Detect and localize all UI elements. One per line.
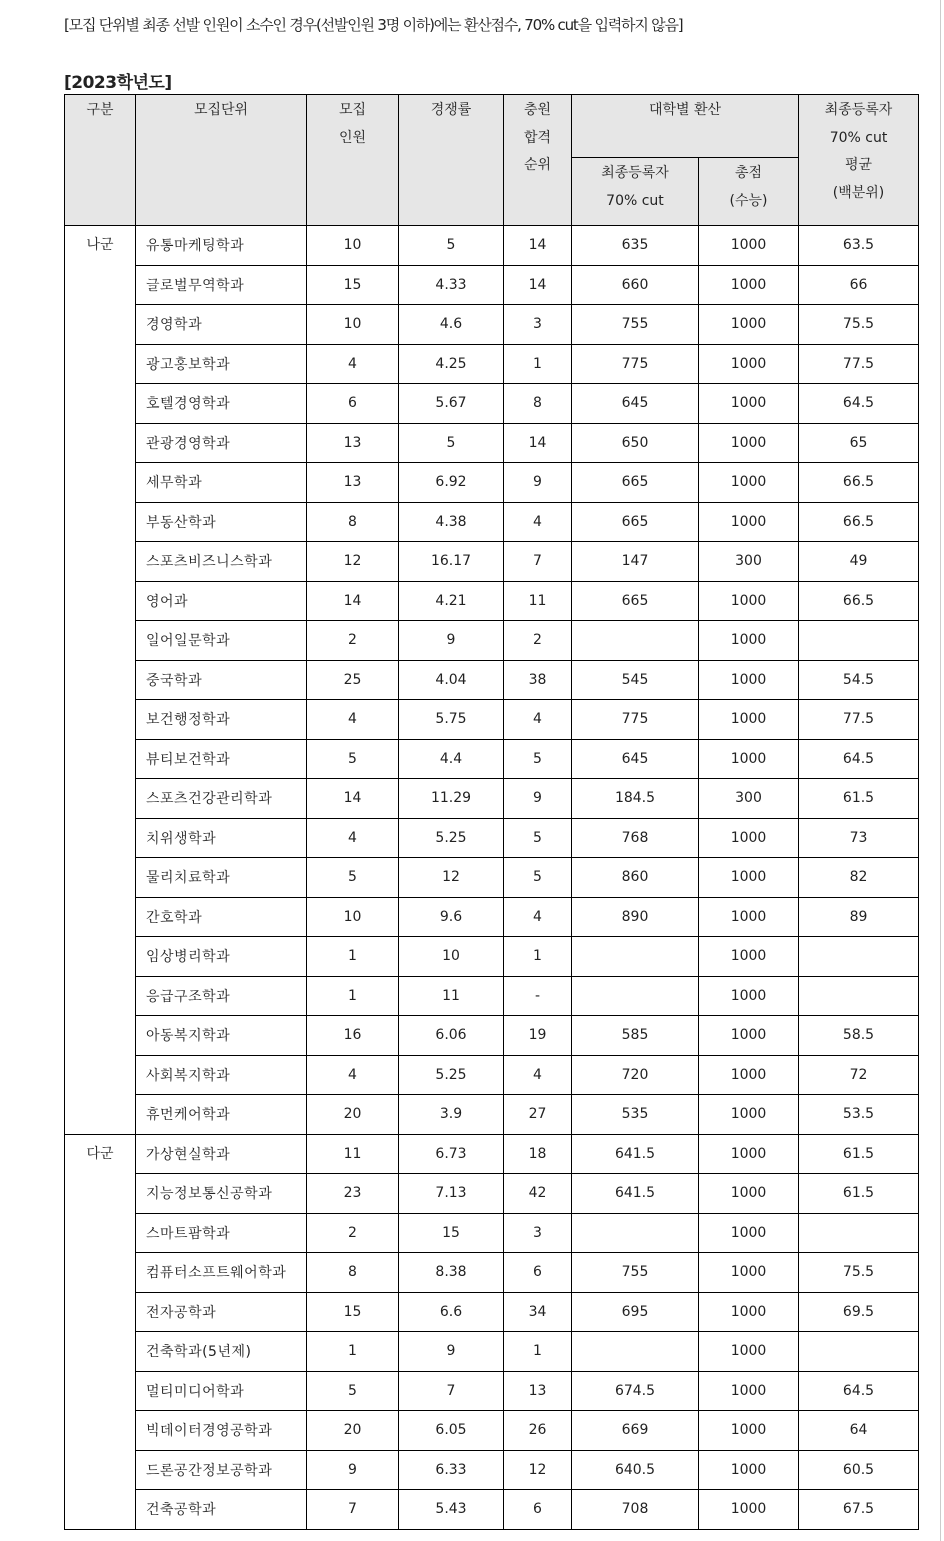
total-cell: 1000: [699, 502, 799, 542]
average-cell: 49: [799, 542, 919, 582]
header-cut: 최종등록자 70% cut: [572, 158, 699, 226]
average-cell: 66: [799, 265, 919, 305]
table-row: [65, 502, 919, 542]
unit-cell: 지능정보통신공학과: [136, 1174, 307, 1214]
year-title: [2023학년도]: [64, 73, 172, 93]
unit-cell: 임상병리학과: [136, 937, 307, 977]
quota-cell: 1: [307, 1332, 399, 1372]
average-cell: 73: [799, 818, 919, 858]
table-row: [65, 818, 919, 858]
ratio-cell: 6.6: [399, 1292, 504, 1332]
ratio-cell: 3.9: [399, 1095, 504, 1135]
ratio-cell: 5.43: [399, 1490, 504, 1530]
quota-cell: 2: [307, 621, 399, 661]
cut-cell: 585: [572, 1016, 699, 1056]
cut-cell: 640.5: [572, 1450, 699, 1490]
cut-cell: 184.5: [572, 779, 699, 819]
total-cell: 1000: [699, 739, 799, 779]
cut-cell: [572, 1213, 699, 1253]
table-row: [65, 1055, 919, 1095]
quota-cell: 1: [307, 937, 399, 977]
rank-cell: 14: [504, 226, 572, 266]
table-row: [65, 1490, 919, 1530]
unit-cell: 드론공간정보공학과: [136, 1450, 307, 1490]
cut-cell: 775: [572, 344, 699, 384]
total-cell: 1000: [699, 937, 799, 977]
header-rank: 충원 합격 순위: [504, 95, 572, 226]
quota-cell: 9: [307, 1450, 399, 1490]
cut-cell: 645: [572, 384, 699, 424]
average-cell: 61.5: [799, 1134, 919, 1174]
cut-cell: 660: [572, 265, 699, 305]
cut-cell: 755: [572, 305, 699, 345]
cut-cell: 890: [572, 897, 699, 937]
unit-cell: 일어일문학과: [136, 621, 307, 661]
header-group: 구분: [65, 95, 136, 226]
total-cell: 1000: [699, 660, 799, 700]
cut-cell: 720: [572, 1055, 699, 1095]
table-row: [65, 1411, 919, 1451]
quota-cell: 7: [307, 1490, 399, 1530]
header-total: 총점 (수능): [699, 158, 799, 226]
ratio-cell: 5.75: [399, 700, 504, 740]
rank-cell: 14: [504, 423, 572, 463]
average-cell: 64.5: [799, 384, 919, 424]
total-cell: 1000: [699, 1174, 799, 1214]
table-row: [65, 976, 919, 1016]
quota-cell: 13: [307, 423, 399, 463]
total-cell: 1000: [699, 1016, 799, 1056]
cut-cell: [572, 1332, 699, 1372]
rank-cell: 11: [504, 581, 572, 621]
table-row: [65, 621, 919, 661]
rank-cell: 12: [504, 1450, 572, 1490]
ratio-cell: 4.6: [399, 305, 504, 345]
cut-cell: 665: [572, 581, 699, 621]
table-row: [65, 384, 919, 424]
quota-cell: 5: [307, 739, 399, 779]
unit-cell: 부동산학과: [136, 502, 307, 542]
quota-cell: 5: [307, 858, 399, 898]
ratio-cell: 4.33: [399, 265, 504, 305]
total-cell: 1000: [699, 858, 799, 898]
total-cell: 1000: [699, 621, 799, 661]
unit-cell: 건축공학과: [136, 1490, 307, 1530]
total-cell: 1000: [699, 1055, 799, 1095]
cut-cell: 665: [572, 463, 699, 503]
average-cell: 77.5: [799, 700, 919, 740]
header-ratio: 경쟁률: [399, 95, 504, 226]
unit-cell: 스마트팜학과: [136, 1213, 307, 1253]
ratio-cell: 7: [399, 1371, 504, 1411]
rank-cell: 4: [504, 700, 572, 740]
ratio-cell: 4.04: [399, 660, 504, 700]
rank-cell: 9: [504, 463, 572, 503]
unit-cell: 뷰티보건학과: [136, 739, 307, 779]
rank-cell: 5: [504, 739, 572, 779]
rank-cell: 18: [504, 1134, 572, 1174]
total-cell: 1000: [699, 1371, 799, 1411]
rank-cell: 42: [504, 1174, 572, 1214]
average-cell: 61.5: [799, 779, 919, 819]
rank-cell: 1: [504, 344, 572, 384]
ratio-cell: 5.67: [399, 384, 504, 424]
quota-cell: 20: [307, 1411, 399, 1451]
total-cell: 1000: [699, 897, 799, 937]
average-cell: 64.5: [799, 739, 919, 779]
average-cell: 77.5: [799, 344, 919, 384]
quota-cell: 16: [307, 1016, 399, 1056]
cut-cell: 695: [572, 1292, 699, 1332]
cut-cell: 755: [572, 1253, 699, 1293]
cut-cell: [572, 976, 699, 1016]
quota-cell: 15: [307, 1292, 399, 1332]
notice-text: [모집 단위별 최종 선발 인원이 소수인 경우(선발인원 3명 이하)에는 환산점수, 70% cut을 입력하지 않음]: [64, 16, 683, 34]
table-row: [65, 1292, 919, 1332]
average-cell: 75.5: [799, 1253, 919, 1293]
cut-cell: 635: [572, 226, 699, 266]
ratio-cell: 6.06: [399, 1016, 504, 1056]
table-row: [65, 463, 919, 503]
average-cell: [799, 1213, 919, 1253]
unit-cell: 간호학과: [136, 897, 307, 937]
quota-cell: 10: [307, 305, 399, 345]
rank-cell: 4: [504, 1055, 572, 1095]
cut-cell: 775: [572, 700, 699, 740]
unit-cell: 휴먼케어학과: [136, 1095, 307, 1135]
quota-cell: 13: [307, 463, 399, 503]
rank-cell: 1: [504, 937, 572, 977]
table-row: [65, 226, 919, 266]
unit-cell: 보건행정학과: [136, 700, 307, 740]
average-cell: 67.5: [799, 1490, 919, 1530]
ratio-cell: 8.38: [399, 1253, 504, 1293]
average-cell: [799, 976, 919, 1016]
unit-cell: 아동복지학과: [136, 1016, 307, 1056]
cut-cell: 641.5: [572, 1174, 699, 1214]
total-cell: 1000: [699, 1134, 799, 1174]
unit-cell: 빅데이터경영공학과: [136, 1411, 307, 1451]
quota-cell: 5: [307, 1371, 399, 1411]
ratio-cell: 7.13: [399, 1174, 504, 1214]
ratio-cell: 16.17: [399, 542, 504, 582]
average-cell: 66.5: [799, 502, 919, 542]
rank-cell: -: [504, 976, 572, 1016]
ratio-cell: 11: [399, 976, 504, 1016]
average-cell: 75.5: [799, 305, 919, 345]
quota-cell: 14: [307, 581, 399, 621]
average-cell: 89: [799, 897, 919, 937]
table-row: [65, 1450, 919, 1490]
table-row: [65, 265, 919, 305]
quota-cell: 1: [307, 976, 399, 1016]
ratio-cell: 4.4: [399, 739, 504, 779]
average-cell: 63.5: [799, 226, 919, 266]
total-cell: 300: [699, 779, 799, 819]
total-cell: 1000: [699, 384, 799, 424]
header-average: 최종등록자 70% cut 평균 (백분위): [799, 95, 919, 226]
table-row: [65, 660, 919, 700]
ratio-cell: 6.92: [399, 463, 504, 503]
total-cell: 1000: [699, 305, 799, 345]
average-cell: 66.5: [799, 463, 919, 503]
header-conversion: 대학별 환산: [572, 95, 799, 158]
rank-cell: 4: [504, 502, 572, 542]
cut-cell: 147: [572, 542, 699, 582]
total-cell: 1000: [699, 1450, 799, 1490]
total-cell: 1000: [699, 463, 799, 503]
unit-cell: 치위생학과: [136, 818, 307, 858]
rank-cell: 8: [504, 384, 572, 424]
quota-cell: 10: [307, 897, 399, 937]
total-cell: 1000: [699, 1411, 799, 1451]
quota-cell: 8: [307, 502, 399, 542]
rank-cell: 3: [504, 1213, 572, 1253]
rank-cell: 9: [504, 779, 572, 819]
ratio-cell: 4.21: [399, 581, 504, 621]
quota-cell: 10: [307, 226, 399, 266]
ratio-cell: 5.25: [399, 1055, 504, 1095]
quota-cell: 2: [307, 1213, 399, 1253]
unit-cell: 글로벌무역학과: [136, 265, 307, 305]
cut-cell: 708: [572, 1490, 699, 1530]
quota-cell: 25: [307, 660, 399, 700]
cut-cell: 669: [572, 1411, 699, 1451]
rank-cell: 19: [504, 1016, 572, 1056]
table-row: [65, 739, 919, 779]
ratio-cell: 5: [399, 423, 504, 463]
ratio-cell: 6.33: [399, 1450, 504, 1490]
average-cell: 65: [799, 423, 919, 463]
ratio-cell: 5.25: [399, 818, 504, 858]
unit-cell: 스포츠비즈니스학과: [136, 542, 307, 582]
ratio-cell: 9: [399, 621, 504, 661]
average-cell: 54.5: [799, 660, 919, 700]
cut-cell: 665: [572, 502, 699, 542]
table-row: [65, 344, 919, 384]
cut-cell: [572, 621, 699, 661]
rank-cell: 6: [504, 1253, 572, 1293]
average-cell: [799, 937, 919, 977]
ratio-cell: 9: [399, 1332, 504, 1372]
average-cell: 53.5: [799, 1095, 919, 1135]
quota-cell: 15: [307, 265, 399, 305]
group-cell: 다군: [65, 1134, 136, 1529]
table-row: [65, 937, 919, 977]
table-row: [65, 1095, 919, 1135]
average-cell: 69.5: [799, 1292, 919, 1332]
ratio-cell: 9.6: [399, 897, 504, 937]
quota-cell: 4: [307, 1055, 399, 1095]
quota-cell: 4: [307, 818, 399, 858]
total-cell: 1000: [699, 1490, 799, 1530]
cut-cell: 650: [572, 423, 699, 463]
total-cell: 1000: [699, 1292, 799, 1332]
cut-cell: 860: [572, 858, 699, 898]
table-row: [65, 1134, 919, 1174]
quota-cell: 23: [307, 1174, 399, 1214]
table-row: [65, 1332, 919, 1372]
average-cell: 58.5: [799, 1016, 919, 1056]
table-row: [65, 1253, 919, 1293]
table-row: [65, 1174, 919, 1214]
rank-cell: 5: [504, 818, 572, 858]
quota-cell: 4: [307, 344, 399, 384]
unit-cell: 물리치료학과: [136, 858, 307, 898]
header-quota: 모집 인원: [307, 95, 399, 226]
average-cell: 82: [799, 858, 919, 898]
rank-cell: 27: [504, 1095, 572, 1135]
ratio-cell: 10: [399, 937, 504, 977]
total-cell: 1000: [699, 581, 799, 621]
total-cell: 1000: [699, 1253, 799, 1293]
ratio-cell: 5: [399, 226, 504, 266]
unit-cell: 관광경영학과: [136, 423, 307, 463]
group-cell: 나군: [65, 226, 136, 1135]
ratio-cell: 4.38: [399, 502, 504, 542]
admission-results-table: [64, 94, 919, 1530]
total-cell: 1000: [699, 976, 799, 1016]
total-cell: 1000: [699, 1095, 799, 1135]
rank-cell: 38: [504, 660, 572, 700]
average-cell: 72: [799, 1055, 919, 1095]
table-row: [65, 542, 919, 582]
quota-cell: 8: [307, 1253, 399, 1293]
unit-cell: 광고홍보학과: [136, 344, 307, 384]
rank-cell: 7: [504, 542, 572, 582]
quota-cell: 12: [307, 542, 399, 582]
table-row: [65, 1016, 919, 1056]
unit-cell: 건축학과(5년제): [136, 1332, 307, 1372]
cut-cell: 674.5: [572, 1371, 699, 1411]
cut-cell: 535: [572, 1095, 699, 1135]
unit-cell: 경영학과: [136, 305, 307, 345]
rank-cell: 1: [504, 1332, 572, 1372]
total-cell: 1000: [699, 344, 799, 384]
total-cell: 1000: [699, 1332, 799, 1372]
quota-cell: 14: [307, 779, 399, 819]
rank-cell: 26: [504, 1411, 572, 1451]
total-cell: 1000: [699, 818, 799, 858]
unit-cell: 영어과: [136, 581, 307, 621]
rank-cell: 13: [504, 1371, 572, 1411]
quota-cell: 6: [307, 384, 399, 424]
total-cell: 1000: [699, 226, 799, 266]
table-row: [65, 897, 919, 937]
unit-cell: 멀티미디어학과: [136, 1371, 307, 1411]
total-cell: 1000: [699, 700, 799, 740]
ratio-cell: 15: [399, 1213, 504, 1253]
unit-cell: 호텔경영학과: [136, 384, 307, 424]
rank-cell: 5: [504, 858, 572, 898]
unit-cell: 세무학과: [136, 463, 307, 503]
table-row: [65, 858, 919, 898]
cut-cell: 641.5: [572, 1134, 699, 1174]
unit-cell: 유통마케팅학과: [136, 226, 307, 266]
total-cell: 1000: [699, 423, 799, 463]
rank-cell: 34: [504, 1292, 572, 1332]
cut-cell: [572, 937, 699, 977]
quota-cell: 11: [307, 1134, 399, 1174]
unit-cell: 응급구조학과: [136, 976, 307, 1016]
average-cell: [799, 1332, 919, 1372]
quota-cell: 4: [307, 700, 399, 740]
average-cell: 64.5: [799, 1371, 919, 1411]
header-unit: 모집단위: [136, 95, 307, 226]
table-row: [65, 581, 919, 621]
rank-cell: 3: [504, 305, 572, 345]
unit-cell: 가상현실학과: [136, 1134, 307, 1174]
average-cell: 60.5: [799, 1450, 919, 1490]
cut-cell: 545: [572, 660, 699, 700]
table-row: [65, 1213, 919, 1253]
total-cell: 300: [699, 542, 799, 582]
ratio-cell: 11.29: [399, 779, 504, 819]
unit-cell: 중국학과: [136, 660, 307, 700]
page-edge-line: [940, 0, 941, 1541]
unit-cell: 스포츠건강관리학과: [136, 779, 307, 819]
table-row: [65, 1371, 919, 1411]
average-cell: 66.5: [799, 581, 919, 621]
table-row: [65, 305, 919, 345]
average-cell: 61.5: [799, 1174, 919, 1214]
table-row: [65, 779, 919, 819]
ratio-cell: 6.05: [399, 1411, 504, 1451]
rank-cell: 6: [504, 1490, 572, 1530]
cut-cell: 645: [572, 739, 699, 779]
table-row: [65, 423, 919, 463]
cut-cell: 768: [572, 818, 699, 858]
average-cell: [799, 621, 919, 661]
unit-cell: 사회복지학과: [136, 1055, 307, 1095]
total-cell: 1000: [699, 1213, 799, 1253]
rank-cell: 2: [504, 621, 572, 661]
rank-cell: 14: [504, 265, 572, 305]
ratio-cell: 4.25: [399, 344, 504, 384]
average-cell: 64: [799, 1411, 919, 1451]
rank-cell: 4: [504, 897, 572, 937]
unit-cell: 컴퓨터소프트웨어학과: [136, 1253, 307, 1293]
ratio-cell: 6.73: [399, 1134, 504, 1174]
table-row: [65, 700, 919, 740]
total-cell: 1000: [699, 265, 799, 305]
unit-cell: 전자공학과: [136, 1292, 307, 1332]
table-body: [65, 226, 919, 1530]
quota-cell: 20: [307, 1095, 399, 1135]
ratio-cell: 12: [399, 858, 504, 898]
